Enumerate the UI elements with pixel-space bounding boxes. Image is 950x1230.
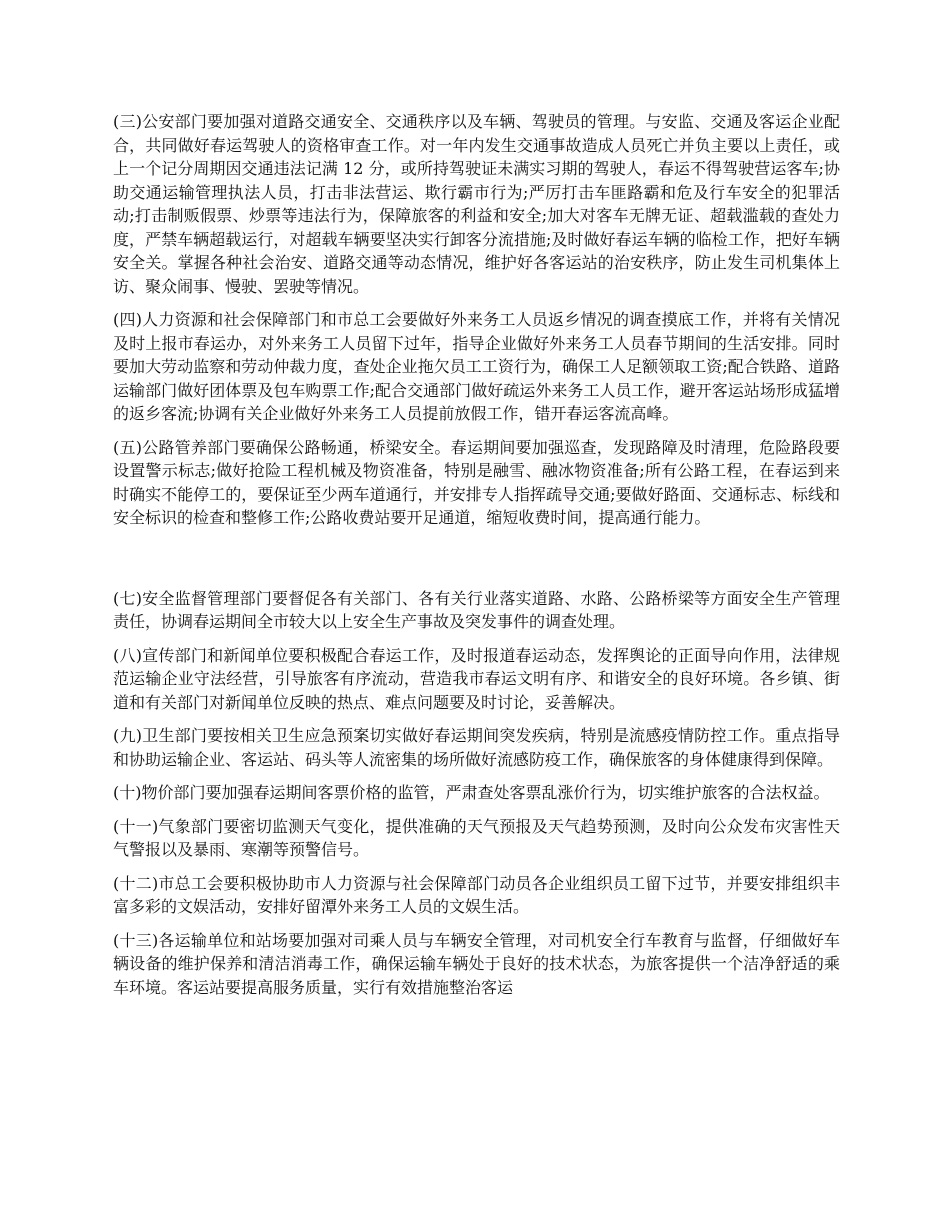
paragraph-safety-supervision: (七)安全监督管理部门要督促各有关部门、各有关行业落实道路、水路、公路桥梁等方面安全生产管理责任，协调春运期间全市较大以上安全生产事故及突发事件的调查处理。 [113,588,840,631]
paragraph-transport-units: (十三)各运输单位和站场要加强对司乘人员与车辆安全管理，对司机安全行车教育与监督，仔细做好车辆设备的维护保养和清洁消毒工作，确保运输车辆处于良好的技术状态，为旅客提供一个洁净舒适的乘车环境。客运站要提高服务质量，实行有效措施整治客运 [113,930,840,997]
paragraph-highway-maintenance: (五)公路管养部门要确保公路畅通，桥梁安全。春运期间要加强巡查，发现路障及时清理，危险路段要设置警示标志;做好抢险工程机械及物资准备，特别是融雪、融冰物资准备;所有公路工程，在春运到来时确实不能停工的，要保证至少两车道通行，并安排专人指挥疏导交通;要做好路面、交通标志、标线和安全标识的检查和整修工作;公路收费站要开足通道，缩短收费时间，提高通行能力。 [113,437,840,527]
paragraph-publicity: (八)宣传部门和新闻单位要积极配合春运工作，及时报道春运动态，发挥舆论的正面导向作用，法律规范运输企业守法经营，引导旅客有序流动，营造我市春运文明有序、和谐安全的良好环境。各乡镇、街道和有关部门对新闻单位反映的热点、难点问题要及时讨论，妥善解决。 [113,645,840,712]
document-page [113,110,840,1009]
paragraph-human-resources: (四)人力资源和社会保障部门和市总工会要做好外来务工人员返乡情况的调查摸底工作，并将有关情况及时上报市春运办，对外来务工人员留下过年，指导企业做好外来务工人员春节期间的生活安排。同时要加大劳动监察和劳动仲裁力度，查处企业拖欠员工工资行为，确保工人足额领取工资;配合铁路、道路运输部门做好团体票及包车购票工作;配合交通部门做好疏运外来务工人员工作，避开客运站场形成猛增的返乡客流;协调有关企业做好外来务工人员提前放假工作，错开春运客流高峰。 [113,310,840,423]
paragraph-meteorology: (十一)气象部门要密切监测天气变化，提供准确的天气预报及天气趋势预测，及时向公众发布灾害性天气警报以及暴雨、寒潮等预警信号。 [113,816,840,859]
paragraph-health: (九)卫生部门要按相关卫生应急预案切实做好春运期间突发疾病，特别是流感疫情防控工作。重点指导和协助运输企业、客运站、码头等人流密集的场所做好流感防疫工作，确保旅客的身体健康得到保障。 [113,726,840,769]
blank-gap [113,540,840,587]
paragraph-trade-union: (十二)市总工会要积极协助市人力资源与社会保障部门动员各企业组织员工留下过节，并要安排组织丰富多彩的文娱活动，安排好留潭外来务工人员的文娱生活。 [113,873,840,916]
paragraph-public-security: (三)公安部门要加强对道路交通安全、交通秩序以及车辆、驾驶员的管理。与安监、交通及客运企业配合，共同做好春运驾驶人的资格审查工作。对一年内发生交通事故造成人员死亡并负主要以上责任，或上一个记分周期因交通违法记满 12 分，或所持驾驶证未满实习期的驾驶人，春运不得驾驶营运客车;协助交通运输管理执法人员，打击非法营运、欺行霸市行为;严厉打击车匪路霸和危及行车安全的犯罪活动;打击制贩假票、炒票等违法行为，保障旅客的利益和安全;加大对客车无牌无证、超载滥载的查处力度，严禁车辆超载运行，对超载车辆要坚决实行卸客分流措施;及时做好春运车辆的临检工作，把好车辆安全关。掌握各种社会治安、道路交通等动态情况，维护好各客运站的治安秩序，防止发生司机集体上访、聚众闹事、慢驶、罢驶等情况。 [113,112,840,296]
paragraph-pricing: (十)物价部门要加强春运期间客票价格的监管，严肃查处客票乱涨价行为，切实维护旅客的合法权益。 [113,783,830,802]
